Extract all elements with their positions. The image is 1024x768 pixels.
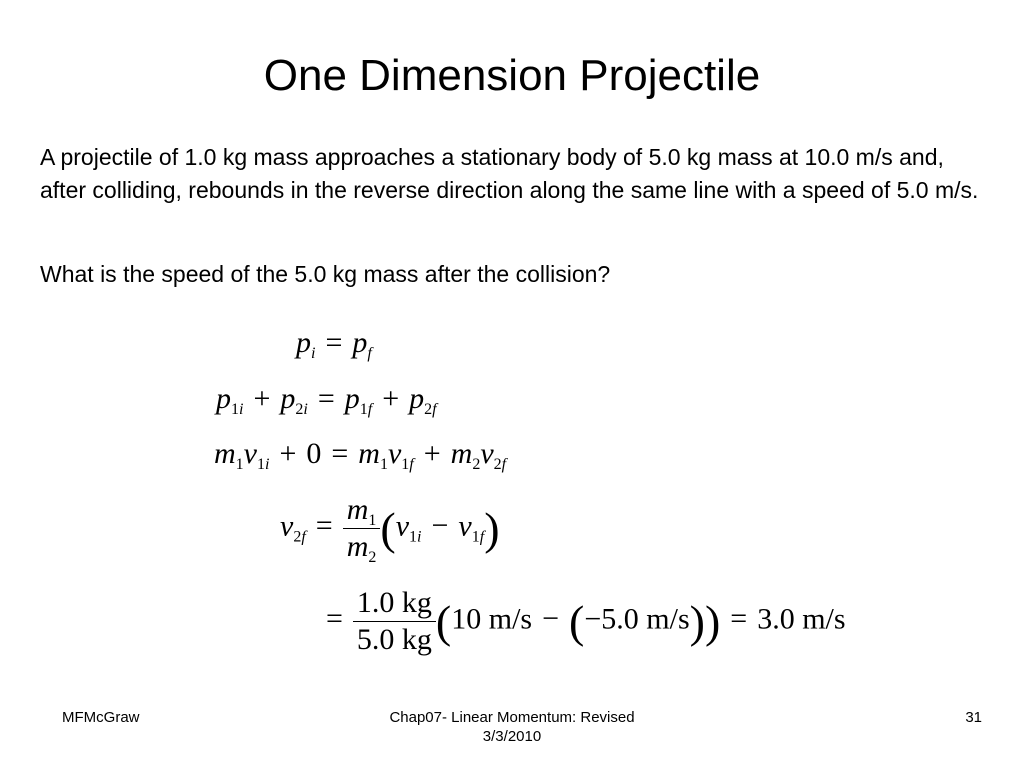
- footer-author: MFMcGraw: [62, 709, 140, 726]
- equation-solve-v2f: $v_{2f}$ = $\frac{m_1}{m_2}$ $(v_{1i} - v_{1f})$: [280, 493, 500, 566]
- equation-momentum-conservation: $p_i = p_f$: [296, 326, 372, 362]
- fraction-mass-ratio: $\frac{m_1}{m_2}$: [343, 492, 381, 565]
- equation-mass-velocity: $m_1v_{1i} + 0 = m_1v_{1f} + m_2v_{2f}$: [214, 437, 507, 473]
- problem-question: What is the speed of the 5.0 kg mass after the collision?: [40, 261, 611, 287]
- footer-chapter-title: Chap07- Linear Momentum: Revised: [389, 709, 635, 726]
- equation-numeric-result: = $\frac{1.0 kg}{5.0 kg}$ (10 m/s − (−5.0 m/s)) = 3.0 m/s: [326, 586, 846, 656]
- footer-date: 3/3/2010: [482, 728, 542, 745]
- problem-statement: A projectile of 1.0 kg mass approaches a stationary body of 5.0 kg mass at 10.0 m/s and, after colliding, rebounds in the reverse direction along the same line with a speed of 5.0 m/s.: [40, 144, 979, 203]
- slide-number: 31: [965, 709, 982, 726]
- slide-title: One Dimension Projectile: [263, 51, 761, 100]
- equation-momentum-sum: $p_{1i} + p_{2i} = p_{1f} + p_{2f}$: [216, 382, 437, 418]
- fraction-kg-ratio: $\frac{1.0 kg}{5.0 kg}$: [353, 585, 436, 658]
- footer-chapter: [362, 708, 662, 746]
